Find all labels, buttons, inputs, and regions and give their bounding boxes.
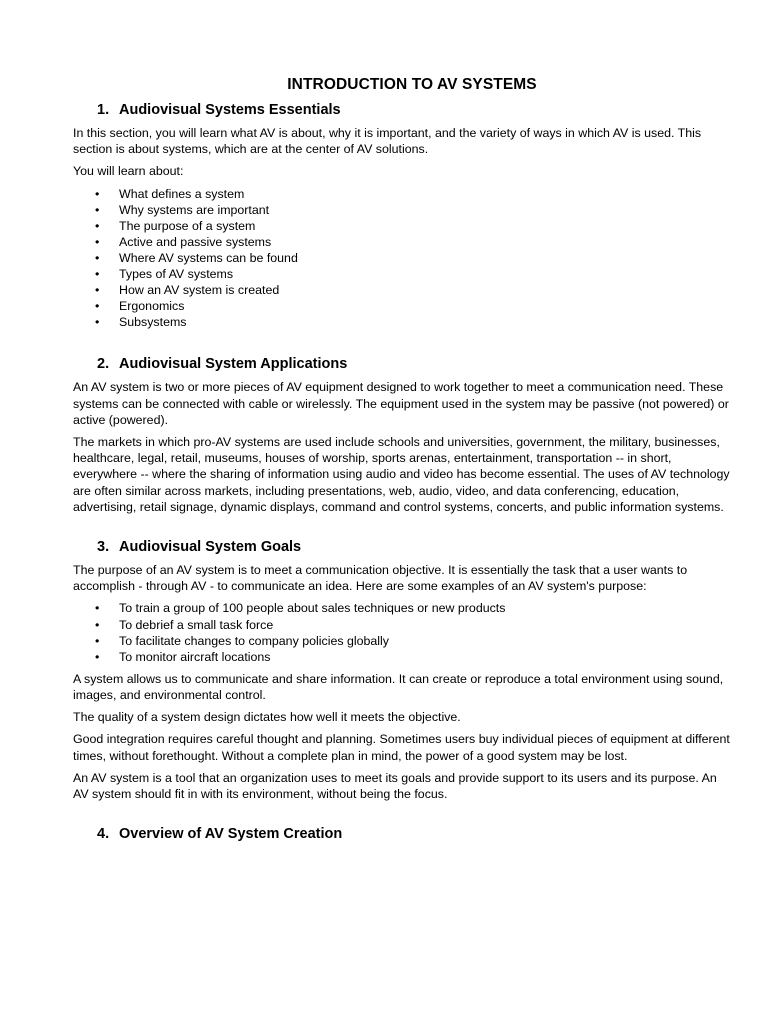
list-item: • To monitor aircraft locations — [95, 649, 271, 664]
paragraph: An AV system is a tool that an organization uses to meet its goals and provide support to its users and its purpose. An AV system should fit in with its environment, without being the focus. — [73, 770, 717, 802]
list-item: • What defines a system — [95, 186, 245, 201]
document-page — [73, 76, 735, 849]
bullet-icon: • — [95, 299, 100, 314]
paragraph: The markets in which pro-AV systems are used include schools and universities, government, the military, businesses, healthcare, legal, retail, museums, houses of worship, sports arenas, entertainment, transportation -- in short, everywhere -- where the sharing of information using audio and video has become essential. The uses of AV technology are often similar across markets, including presentations, web, audio, video, and data conferencing, education, advertising, retail signage, dynamic displays, command and control systems, concerts, and public information systems. — [73, 435, 730, 514]
list-item: • How an AV system is created — [95, 283, 280, 298]
bullet-icon: • — [95, 202, 100, 217]
list-item: • Where AV systems can be found — [95, 250, 298, 265]
section-number: 4. — [97, 826, 110, 843]
paragraph: Good integration requires careful thought and planning. Sometimes users buy individual pieces of equipment at different times, without forethought. Without a complete plan in mind, the power of a good system may be lost. — [73, 732, 730, 763]
section-2 — [73, 356, 735, 515]
list-item: • Types of AV systems — [95, 267, 234, 282]
section-1 — [73, 102, 735, 330]
bullet-icon: • — [95, 218, 100, 233]
bullet-icon: • — [95, 186, 100, 201]
paragraph: The purpose of an AV system is to meet a communication objective. It is essentially the task that a user wants to accomplish - through AV - to communicate an idea. Here are some examples of an AV system's purpose: — [73, 563, 688, 594]
bullet-icon: • — [95, 633, 100, 648]
section-3 — [73, 539, 735, 802]
section-number: 3. — [97, 539, 110, 556]
list-item: • Ergonomics — [95, 299, 185, 314]
section-heading — [73, 356, 735, 372]
bullet-list — [73, 186, 735, 331]
list-item: • To train a group of 100 people about sales techniques or new products — [95, 601, 506, 616]
bullet-icon: • — [95, 649, 100, 664]
paragraph: An AV system is two or more pieces of AV equipment designed to work together to meet a communication need. These systems can be connected with cable or wirelessly. The equipment used in the system may be passive (not powered) or active (powered). — [73, 380, 729, 427]
bullet-icon: • — [95, 267, 100, 282]
section-number: 1. — [97, 102, 110, 118]
section-heading — [73, 539, 735, 555]
paragraph: The quality of a system design dictates how well it meets the objective. — [73, 710, 461, 725]
document-title: INTRODUCTION TO AV SYSTEMS — [287, 76, 537, 93]
list-item: • Subsystems — [95, 315, 187, 330]
list-item: • Active and passive systems — [95, 234, 272, 249]
paragraph: You will learn about: — [73, 164, 184, 179]
list-item: • Why systems are important — [95, 202, 270, 217]
bullet-list — [73, 600, 735, 664]
section-number: 2. — [97, 356, 110, 373]
bullet-icon: • — [95, 283, 100, 298]
section-title: Audiovisual System Applications — [119, 356, 348, 373]
bullet-icon: • — [95, 601, 100, 616]
list-item: • To facilitate changes to company policies globally — [95, 633, 389, 648]
section-heading — [73, 102, 735, 118]
paragraph: In this section, you will learn what AV is about, why it is important, and the variety of ways in which AV is used. This section is about systems, which are at the center of AV solutions. — [73, 126, 702, 157]
bullet-icon: • — [95, 617, 100, 632]
section-title: Overview of AV System Creation — [119, 826, 343, 843]
bullet-icon: • — [95, 234, 100, 249]
section-heading — [73, 826, 735, 842]
section-title: Audiovisual System Goals — [119, 539, 302, 556]
list-item: • The purpose of a system — [95, 218, 256, 233]
section-4 — [73, 826, 735, 842]
list-item: • To debrief a small task force — [95, 617, 274, 632]
paragraph: A system allows us to communicate and share information. It can create or reproduce a total environment using sound, images, and environmental control. — [73, 671, 724, 703]
bullet-icon: • — [95, 315, 100, 330]
bullet-icon: • — [95, 250, 100, 265]
section-title: Audiovisual Systems Essentials — [119, 102, 341, 118]
